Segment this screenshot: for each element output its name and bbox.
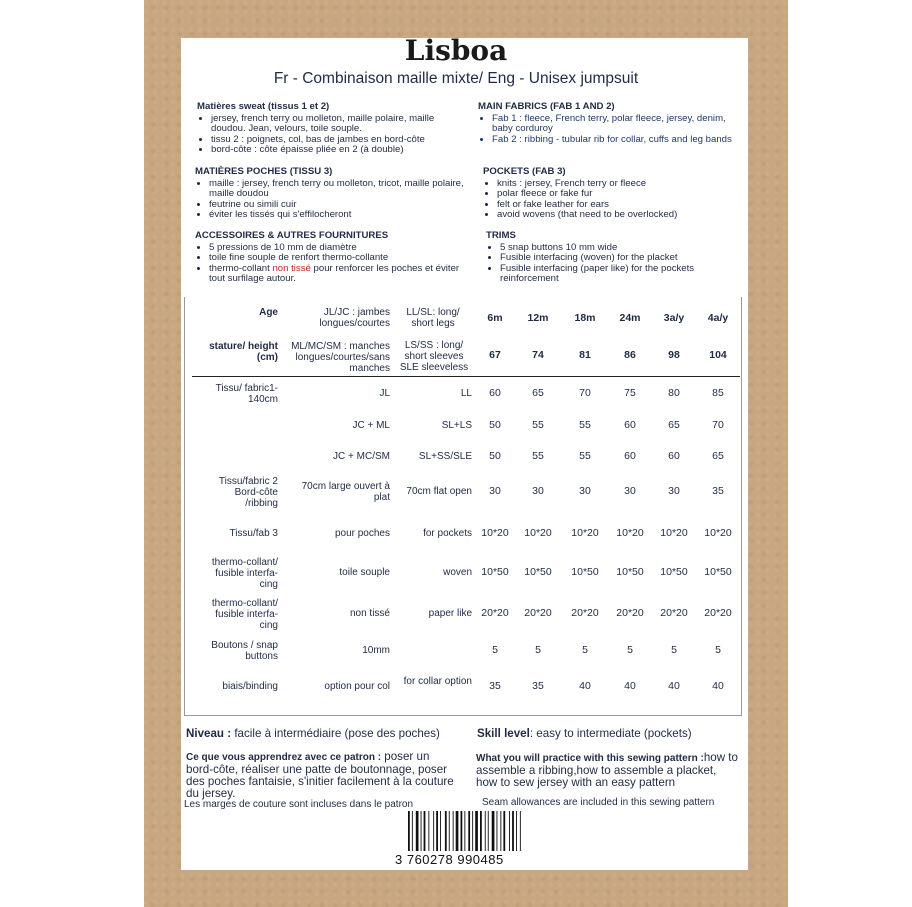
barcode-icon bbox=[406, 811, 528, 855]
list-item: • Fusible interfacing (woven) for the placket bbox=[500, 253, 740, 264]
table-cell: 35 bbox=[712, 485, 724, 497]
table-cell: 20*20 bbox=[481, 607, 509, 619]
fr-pockets-list bbox=[195, 179, 467, 221]
table-cell: 10*20 bbox=[704, 527, 732, 539]
age-column-header: 3a/y bbox=[663, 312, 685, 324]
table-cell: 75 bbox=[624, 387, 636, 399]
table-cell: 55 bbox=[579, 419, 591, 431]
height-column-header: 67 bbox=[489, 349, 501, 361]
fr-interfacing-text: thermo-collant bbox=[209, 262, 273, 274]
table-cell: 20*20 bbox=[616, 607, 644, 619]
table-cell: 10*50 bbox=[660, 566, 688, 578]
table-cell: 5 bbox=[582, 644, 588, 656]
table-cell: 10*50 bbox=[704, 566, 732, 578]
en-level-value: : easy to intermediate (pockets) bbox=[529, 727, 692, 740]
table-cell: 55 bbox=[532, 450, 544, 462]
table-cell: 10*20 bbox=[481, 527, 509, 539]
row-en-spec: woven bbox=[443, 567, 472, 578]
list-item: • avoid wovens (that need to be overlocked) bbox=[497, 210, 740, 221]
row-fr-spec: JC + MC/SM bbox=[333, 451, 390, 462]
list-item: • maille : jersey, french terry ou molleton, tricot, maille polaire, maille doudou bbox=[209, 179, 467, 200]
en-level-label: Skill level bbox=[477, 727, 530, 740]
table-cell: 55 bbox=[532, 419, 544, 431]
row-fr-spec: 10mm bbox=[362, 645, 390, 656]
row-en-spec: for collar option bbox=[403, 676, 472, 687]
table-cell: 10*50 bbox=[616, 566, 644, 578]
row-fr-spec: JC + ML bbox=[352, 420, 390, 431]
table-cell: 10*20 bbox=[616, 527, 644, 539]
table-header-divider bbox=[192, 376, 740, 377]
table-cell: 10*20 bbox=[524, 527, 552, 539]
en-pockets-list bbox=[483, 179, 740, 221]
table-cell: 5 bbox=[535, 644, 541, 656]
height-column-header: 104 bbox=[709, 349, 727, 361]
height-column-header: 74 bbox=[532, 349, 544, 361]
fr-learn-value: poser un bord-côte, réaliser une patte de boutonnage, poser des poches fantaisie, s'initier facilement à la couture du jersey. bbox=[186, 750, 454, 800]
row-fr-spec: JL bbox=[379, 388, 390, 399]
en-trims-list bbox=[486, 243, 740, 285]
fr-learn bbox=[186, 751, 458, 800]
row-en-spec: SL+LS bbox=[441, 420, 472, 431]
en-learn bbox=[476, 752, 740, 789]
row-fr-spec: pour poches bbox=[334, 528, 390, 539]
table-cell: 70 bbox=[712, 419, 724, 431]
table-cell: 30 bbox=[579, 485, 591, 497]
table-cell: 20*20 bbox=[660, 607, 688, 619]
table-cell: 50 bbox=[489, 450, 501, 462]
table-cell: 40 bbox=[712, 680, 724, 692]
fr-pockets-heading: MATIÈRES POCHES (TISSU 3) bbox=[195, 166, 333, 177]
table-cell: 80 bbox=[668, 387, 680, 399]
row-label: Tissu/ fabric1- 140cm bbox=[215, 383, 278, 405]
table-cell: 50 bbox=[489, 419, 501, 431]
fr-accessories-heading: ACCESSOIRES & AUTRES FOURNITURES bbox=[195, 230, 389, 241]
pattern-title: Lisboa bbox=[404, 34, 508, 67]
en-sleeves-header: LS/SS : long/ short sleeves SLE sleeveless bbox=[399, 340, 469, 373]
fr-fabric-section bbox=[197, 102, 469, 156]
en-seam-note: Seam allowances are included in this sewing pattern bbox=[482, 797, 715, 808]
table-cell: 20*20 bbox=[571, 607, 599, 619]
row-label: Tissu/fab 3 bbox=[229, 528, 278, 539]
row-fr-spec: non tissé bbox=[349, 608, 390, 619]
row-en-spec: LL bbox=[460, 388, 472, 399]
fr-sleeves-header: ML/MC/SM : manches longues/courtes/sans manches bbox=[291, 341, 390, 374]
table-cell: 30 bbox=[668, 485, 680, 497]
pattern-subtitle: Fr - Combinaison maille mixte/ Eng - Unisex jumpsuit bbox=[273, 70, 639, 87]
table-cell: 20*20 bbox=[524, 607, 552, 619]
table-cell: 70 bbox=[579, 387, 591, 399]
fr-accessories-section bbox=[195, 231, 465, 285]
fr-accessories-list bbox=[195, 243, 465, 285]
age-column-header: 12m bbox=[527, 312, 549, 324]
non-woven-highlight: non tissé bbox=[272, 262, 311, 274]
fr-fabric-heading: Matières sweat (tissus 1 et 2) bbox=[197, 101, 330, 112]
row-label: biais/binding bbox=[222, 681, 278, 692]
table-cell: 65 bbox=[532, 387, 544, 399]
table-cell: 55 bbox=[579, 450, 591, 462]
row-fr-spec: option pour col bbox=[324, 681, 390, 692]
table-cell: 35 bbox=[532, 680, 544, 692]
table-cell: 40 bbox=[624, 680, 636, 692]
list-item: • felt or fake leather for ears bbox=[497, 200, 740, 211]
row-en-spec: for pockets bbox=[423, 528, 472, 539]
table-cell: 35 bbox=[489, 680, 501, 692]
en-fabric-section bbox=[478, 102, 740, 145]
table-cell: 60 bbox=[624, 450, 636, 462]
table-cell: 30 bbox=[532, 485, 544, 497]
en-pockets-section bbox=[483, 167, 740, 221]
table-cell: 5 bbox=[715, 644, 721, 656]
list-item: • éviter les tissés qui s'effilocheront bbox=[209, 210, 467, 221]
row-en-spec: 70cm flat open bbox=[406, 486, 472, 497]
fr-interfacing-text-end: pour renforcer les poches et éviter tout surfilage autour. bbox=[209, 262, 460, 285]
age-header: Age bbox=[259, 307, 278, 318]
table-cell: 85 bbox=[712, 387, 724, 399]
en-trims-section bbox=[486, 231, 740, 285]
row-label: Boutons / snap buttons bbox=[211, 640, 278, 662]
table-cell: 10*20 bbox=[571, 527, 599, 539]
en-trims-heading: TRIMS bbox=[486, 230, 516, 241]
en-fabric-list bbox=[478, 114, 740, 146]
en-level bbox=[477, 728, 739, 740]
row-label: Tissu/fabric 2 Bord-côte /ribbing bbox=[218, 476, 278, 509]
height-column-header: 98 bbox=[668, 349, 680, 361]
table-cell: 40 bbox=[579, 680, 591, 692]
table-cell: 40 bbox=[668, 680, 680, 692]
row-label: thermo-collant/ fusible interfa- cing bbox=[211, 598, 278, 631]
fr-pockets-section bbox=[195, 167, 467, 221]
table-cell: 65 bbox=[668, 419, 680, 431]
age-column-header: 4a/y bbox=[707, 312, 729, 324]
fr-learn-label: Ce que vous apprendrez avec ce patron : bbox=[186, 752, 382, 763]
table-cell: 30 bbox=[489, 485, 501, 497]
table-cell: 20*20 bbox=[704, 607, 732, 619]
table-cell: 60 bbox=[668, 450, 680, 462]
list-item: • knits : jersey, French terry or fleece bbox=[497, 179, 740, 190]
table-cell: 10*50 bbox=[571, 566, 599, 578]
table-cell: 30 bbox=[624, 485, 636, 497]
age-column-header: 18m bbox=[574, 312, 596, 324]
row-en-spec: paper like bbox=[428, 608, 472, 619]
fr-level-label: Niveau : bbox=[186, 727, 232, 740]
table-cell: 10*20 bbox=[660, 527, 688, 539]
list-item bbox=[209, 264, 465, 285]
row-label: thermo-collant/ fusible interfa- cing bbox=[211, 557, 278, 590]
list-item: • toile fine souple de renfort thermo-collante bbox=[209, 253, 465, 264]
list-item: • polar fleece or fake fur bbox=[497, 189, 740, 200]
table-cell: 10*50 bbox=[481, 566, 509, 578]
table-cell: 5 bbox=[627, 644, 633, 656]
list-item: • Fab 1 : fleece, French terry, polar fleece, jersey, denim, baby corduroy bbox=[492, 114, 740, 135]
list-item: • bord-côte : côte épaisse pliée en 2 (à double) bbox=[211, 145, 469, 156]
table-cell: 60 bbox=[489, 387, 501, 399]
age-column-header: 6m bbox=[487, 312, 503, 324]
fr-fabric-list bbox=[197, 114, 469, 156]
fr-seam-note: Les marges de couture sont incluses dans le patron bbox=[184, 799, 414, 810]
table-cell: 60 bbox=[624, 419, 636, 431]
height-column-header: 81 bbox=[579, 349, 591, 361]
en-legs-header: LL/SL: long/ short legs bbox=[406, 307, 460, 329]
list-item: • Fusible interfacing (paper like) for the pockets reinforcement bbox=[500, 264, 740, 285]
barcode-number: 3 760278 990485 bbox=[395, 852, 504, 867]
list-item: • jersey, french terry ou molleton, maille polaire, maille doudou. Jean, velours, toile souple. bbox=[211, 114, 469, 135]
height-column-header: 86 bbox=[624, 349, 636, 361]
table-cell: 5 bbox=[671, 644, 677, 656]
en-learn-value: how to assemble a ribbing,how to assemble a placket, how to sew jersey with an easy pattern bbox=[476, 751, 738, 789]
list-item: • tissu 2 : poignets, col, bas de jambes en bord-côte bbox=[211, 135, 469, 146]
height-header: stature/ height (cm) bbox=[209, 341, 278, 363]
list-item: • 5 pressions de 10 mm de diamètre bbox=[209, 243, 465, 254]
fr-level-value: facile à intermédiaire (pose des poches) bbox=[231, 727, 440, 740]
row-en-spec: SL+SS/SLE bbox=[418, 451, 472, 462]
list-item: • 5 snap buttons 10 mm wide bbox=[500, 243, 740, 254]
en-pockets-heading: POCKETS (FAB 3) bbox=[483, 166, 566, 177]
list-item: • Fab 2 : ribbing - tubular rib for collar, cuffs and leg bands bbox=[492, 135, 740, 146]
list-item: • feutrine ou simili cuir bbox=[209, 200, 467, 211]
age-column-header: 24m bbox=[619, 312, 641, 324]
row-fr-spec: toile souple bbox=[339, 567, 390, 578]
row-fr-spec: 70cm large ouvert à plat bbox=[301, 481, 390, 503]
fr-level bbox=[186, 728, 468, 740]
en-fabric-heading: MAIN FABRICS (FAB 1 AND 2) bbox=[478, 101, 615, 112]
table-cell: 10*50 bbox=[524, 566, 552, 578]
en-learn-label: What you will practice with this sewing pattern : bbox=[476, 753, 704, 764]
table-cell: 65 bbox=[712, 450, 724, 462]
table-cell: 5 bbox=[492, 644, 498, 656]
fr-legs-header: JL/JC : jambes longues/courtes bbox=[319, 307, 390, 329]
